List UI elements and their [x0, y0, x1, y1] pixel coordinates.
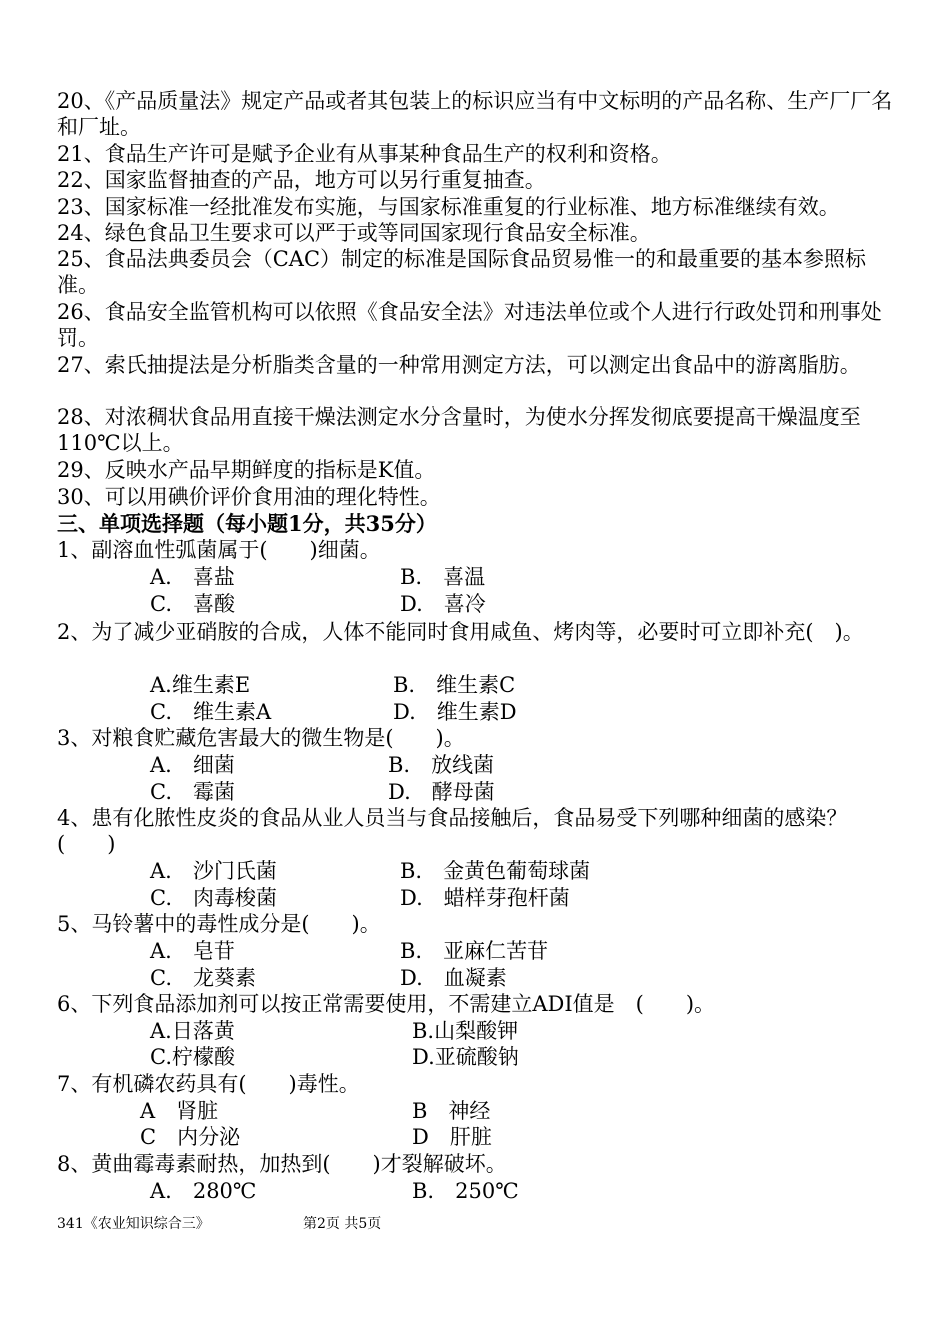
judgement-item-26: 26、食品安全监管机构可以依照《食品安全法》对违法单位或个人进行行政处罚和刑事处罚。: [57, 300, 882, 350]
question-1-option-d: D. 喜冷: [400, 592, 486, 616]
question-6-option-d: D.亚硫酸钠: [412, 1045, 519, 1069]
section-title: 三、单项选择题（每小题1分，共35分）: [57, 511, 437, 536]
question-stem-5: 5、马铃薯中的毒性成分是( )。: [57, 912, 381, 936]
question-7-option-a: A 肾脏: [140, 1099, 219, 1123]
question-2-option-d: D. 维生素D: [393, 700, 517, 724]
question-2-option-c: C. 维生素A: [150, 700, 272, 724]
question-3-option-d: D. 酵母菌: [388, 780, 495, 804]
question-7-option-d: D 肝脏: [412, 1125, 492, 1149]
question-7-option-c: C 内分泌: [140, 1125, 241, 1149]
question-1-option-a: A. 喜盐: [150, 565, 235, 589]
question-4-option-c: C. 肉毒梭菌: [150, 886, 277, 910]
judgement-item-29: 29、反映水产品早期鲜度的指标是K值。: [57, 458, 436, 482]
question-stem-1: 1、副溶血性弧菌属于( )细菌。: [57, 538, 381, 562]
question-1-option-c: C. 喜酸: [150, 592, 235, 616]
question-stem-4: 4、患有化脓性皮炎的食品从业人员当与食品接触后，食品易受下列哪种细菌的感染？( ): [57, 806, 848, 856]
question-3-option-a: A. 细菌: [150, 753, 235, 777]
question-4-option-b: B. 金黄色葡萄球菌: [400, 859, 591, 883]
question-8-option-a: A. 280℃: [150, 1179, 257, 1203]
question-5-option-a: A. 皂苷: [150, 939, 235, 963]
judgement-item-27: 27、索氏抽提法是分析脂类含量的一种常用测定方法，可以测定出食品中的游离脂肪。: [57, 353, 861, 377]
question-4-option-a: A. 沙门氏菌: [150, 859, 277, 883]
question-3-option-c: C. 霉菌: [150, 780, 235, 804]
question-3-option-b: B. 放线菌: [388, 753, 495, 777]
judgement-item-22: 22、国家监督抽查的产品，地方可以另行重复抽查。: [57, 168, 546, 192]
question-2-option-b: B. 维生素C: [393, 673, 516, 697]
question-stem-6: 6、下列食品添加剂可以按正常需要使用，不需建立ADI值是 ( )。: [57, 992, 716, 1016]
question-5-option-b: B. 亚麻仁苦苷: [400, 939, 549, 963]
judgement-item-25: 25、食品法典委员会（CAC）制定的标准是国际食品贸易惟一的和最重要的基本参照标准。: [57, 247, 867, 297]
question-stem-7: 7、有机磷农药具有( )毒性。: [57, 1072, 360, 1096]
question-2-option-a: A.维生素E: [150, 673, 251, 697]
judgement-item-20: 20、《产品质量法》规定产品或者其包装上的标识应当有中文标明的产品名称、生产厂厂名和厂址。: [57, 89, 893, 139]
judgement-item-21: 21、食品生产许可是赋予企业有从事某种食品生产的权利和资格。: [57, 142, 672, 166]
question-stem-8: 8、黄曲霉毒素耐热，加热到( )才裂解破坏。: [57, 1152, 507, 1176]
judgement-item-28: 28、对浓稠状食品用直接干燥法测定水分含量时，为使水分挥发彻底要提高干燥温度至110℃以上。: [57, 405, 861, 455]
question-stem-2: 2、为了减少亚硝胺的合成，人体不能同时食用咸鱼、烤肉等，必要时可立即补充( )。: [57, 620, 864, 644]
footer-page-info: 第2页 共5页: [303, 1216, 382, 1232]
question-6-option-a: A.日落黄: [150, 1019, 235, 1043]
footer-course: 341《农业知识综合三》: [57, 1216, 210, 1232]
question-4-option-d: D. 蜡样芽孢杆菌: [400, 886, 570, 910]
question-1-option-b: B. 喜温: [400, 565, 486, 589]
question-6-option-c: C.柠檬酸: [150, 1045, 235, 1069]
question-6-option-b: B.山梨酸钾: [412, 1019, 519, 1043]
question-7-option-b: B 神经: [412, 1099, 491, 1123]
question-5-option-c: C. 龙葵素: [150, 966, 256, 990]
judgement-item-24: 24、绿色食品卫生要求可以严于或等同国家现行食品安全标准。: [57, 221, 651, 245]
question-stem-3: 3、对粮食贮藏危害最大的微生物是( )。: [57, 726, 465, 750]
question-8-option-b: B. 250℃: [412, 1179, 519, 1203]
judgement-item-23: 23、国家标准一经批准发布实施，与国家标准重复的行业标准、地方标准继续有效。: [57, 195, 840, 219]
question-5-option-d: D. 血凝素: [400, 966, 507, 990]
judgement-item-30: 30、可以用碘价评价食用油的理化特性。: [57, 485, 441, 509]
